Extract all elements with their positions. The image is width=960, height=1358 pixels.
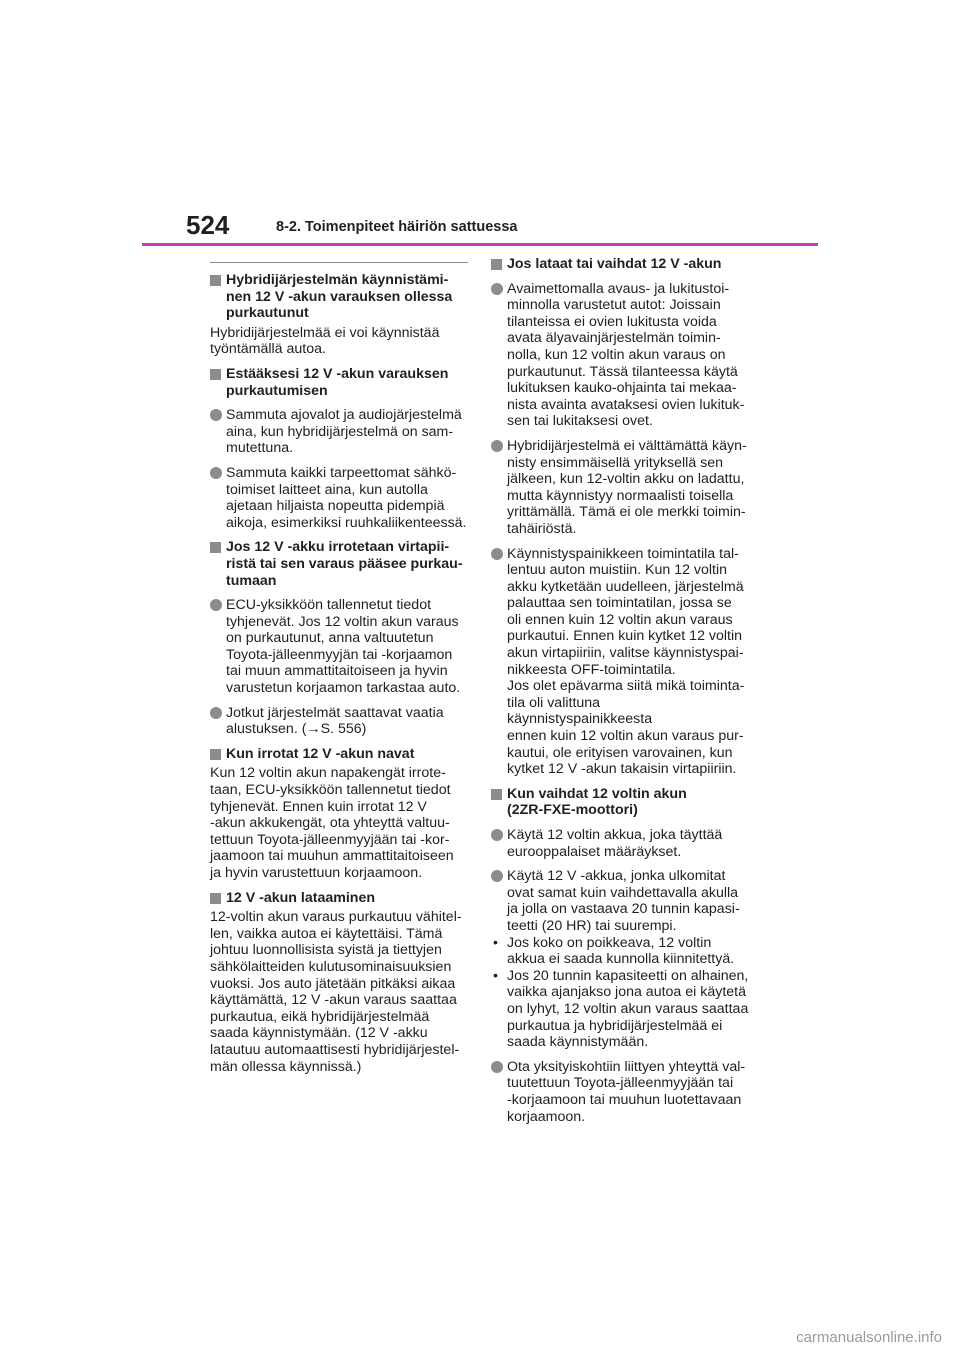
square-bullet-icon	[210, 893, 221, 904]
sub-list-item	[491, 968, 749, 1051]
list-item-text: Sammuta ajovalot ja audiojärjestelmä aina, kun hybridijärjestelmä on sam- mutettuna.	[226, 407, 462, 457]
round-bullet-icon	[210, 599, 222, 611]
list-item-text: Jotkut järjestelmät saattavat vaatia alustuksen. (→S. 556)	[226, 704, 444, 738]
list-item	[491, 546, 749, 778]
square-bullet-icon	[210, 369, 221, 380]
section-heading	[491, 256, 749, 273]
list-item	[210, 407, 468, 457]
heading-text: Kun irrotat 12 V -akun navat	[226, 745, 415, 762]
list-item-text: Käynnistyspainikkeen toimintatila tal- lentuu auton muistiin. Kun 12 voltin akku kytketään uudelleen, järjestelmä palauttaa sen toimintatilan, jossa se oli ennen kuin 12 voltin akun varaus purkautui. Ennen kuin kytket 12 voltin akun virtapiiriin, valitse käynnistyspai- nikkeesta OFF-toimintatila. Jos olet epävarma siitä mikä toiminta- tila oli valittuna käynnistyspainikkeesta ennen kuin 12 voltin akun varaus pur- kautui, ole erityisen varovainen, kun kytket 12 V -akun takaisin virtapiiriin.	[507, 545, 745, 778]
sub-bullet-mark: •	[493, 967, 498, 984]
section-heading	[210, 746, 468, 763]
section-text: 12-voltin akun varaus purkautuu vähitel- len, vaikka autoa ei käytettäisi. Tämä johtuu luonnollisista syistä ja tiettyjen sähkölaitteiden kulutusominaisuuksien vuoksi. Jos auto jätetään pitkäksi aikaa käyttämättä, 12 V -akun varaus saattaa purkautua, eikä hybridijärjestelmää saada käynnistymään. (12 V -akku latautuu automaattisesti hybridijärjestel- män ollessa käynnissä.)	[210, 909, 462, 1075]
heading-text: Kun vaihdat 12 voltin akun (2ZR-FXE-moottori)	[507, 785, 687, 819]
section-heading	[210, 539, 468, 589]
section-text: Kun 12 voltin akun napakengät irrote- taan, ECU-yksikköön tallennetut tiedot tyhjenevät. Ennen kuin irrotat 12 V -akun akkukengät, ota yhteyttä valtuu- tettuun Toyota-jälleenmyyjään tai -kor- jaamoon tai muuhun ammattitaitoiseen ja hyvin varustettuun korjaamoon.	[210, 765, 454, 881]
square-bullet-icon	[210, 749, 221, 760]
list-item	[210, 465, 468, 531]
sub-bullet-mark: •	[493, 934, 498, 951]
list-item	[491, 281, 749, 430]
round-bullet-icon	[491, 548, 503, 560]
list-item-text: Ota yksityiskohtiin liittyen yhteyttä val- tuutettuun Toyota-jälleenmyyjään tai -korjaamoon tai muuhun luotettavaan korjaamoon.	[507, 1058, 746, 1125]
square-bullet-icon	[491, 259, 502, 270]
heading-text: Jos lataat tai vaihdat 12 V -akun	[507, 256, 722, 272]
section-heading	[491, 786, 749, 819]
list-item	[210, 597, 468, 697]
list-item-text: Käytä 12 V -akkua, jonka ulkomitat ovat samat kuin vaihdettavalla akulla ja jolla on vastaava 20 tunnin kapasi- teetti (20 HR) tai suurempi.	[507, 868, 740, 934]
square-bullet-icon	[210, 275, 221, 286]
section-text: Hybridijärjestelmää ei voi käynnistää työntämällä autoa.	[210, 324, 440, 358]
watermark: carmanualsonline.info	[796, 1329, 942, 1346]
header-rule	[142, 243, 818, 246]
page-number: 524	[186, 210, 230, 240]
list-item	[491, 1059, 749, 1125]
round-bullet-icon	[210, 467, 222, 479]
section-heading	[210, 366, 468, 399]
list-item-text: Käytä 12 voltin akkua, joka täyttää eurooppalaiset määräykset.	[507, 827, 723, 860]
square-bullet-icon	[491, 789, 502, 800]
chapter-title: 8-2. Toimenpiteet häiriön sattuessa	[276, 219, 518, 235]
list-item	[491, 827, 749, 860]
sub-list-item-text: Jos 20 tunnin kapasiteetti on alhainen, vaikka ajanjakso jona autoa ei käytetä on lyhyt, 12 voltin akun varaus saattaa purkautua ja hybridijärjestelmää ei saada käynnistymään.	[507, 967, 749, 1051]
list-item	[210, 705, 468, 738]
heading-text: 12 V -akun lataaminen	[226, 889, 376, 906]
list-item	[491, 438, 749, 538]
heading-text: Hybridijärjestelmän käynnistämi- nen 12 V -akun varauksen ollessa purkautunut	[226, 272, 453, 322]
round-bullet-icon	[210, 707, 222, 719]
square-bullet-icon	[210, 542, 221, 553]
round-bullet-icon	[210, 409, 222, 421]
round-bullet-icon	[491, 440, 503, 452]
round-bullet-icon	[491, 1061, 503, 1073]
left-column	[210, 262, 468, 1075]
section-heading	[210, 890, 468, 907]
sub-list-item	[491, 935, 749, 968]
sub-list-item-text: Jos koko on poikkeava, 12 voltin akkua ei saada kunnolla kiinnitettyä.	[507, 934, 735, 968]
section-heading	[210, 272, 468, 322]
list-item-text: Sammuta kaikki tarpeettomat sähkö- toimiset laitteet aina, kun autolla ajetaan hiljaista nopeutta pidempiä aikoja, esimerkiksi ruuhkaliikenteessä.	[226, 464, 467, 531]
round-bullet-icon	[491, 283, 503, 295]
list-item	[491, 868, 749, 934]
right-column	[491, 256, 749, 1125]
list-item-text: ECU-yksikköön tallennetut tiedot tyhjenevät. Jos 12 voltin akun varaus on purkautunut, anna valtuutetun Toyota-jälleenmyyjän tai -korjaamon tai muun ammattitaitoiseen ja hyvin varustetun korjaamon tarkastaa auto.	[226, 597, 461, 697]
list-item-text: Hybridijärjestelmä ei välttämättä käyn- nisty ensimmäisellä yrityksellä sen jälkeen, kun 12-voltin akku on ladattu, mutta käynnistyy normaalisti toisella yrittämällä. Tämä ei ole merkki toimin- tahäiriöstä.	[507, 437, 747, 537]
heading-text: Jos 12 V -akku irrotetaan virtapii- ristä tai sen varaus pääsee purkau- tumaan	[226, 539, 463, 589]
round-bullet-icon	[491, 870, 503, 882]
heading-text: Estääksesi 12 V -akun varauksen purkautumisen	[226, 365, 449, 399]
round-bullet-icon	[491, 829, 503, 841]
list-item-text: Avaimettomalla avaus- ja lukitustoi- minnolla varustetut autot: Joissain tilanteissa ei ovien lukitusta voida avata älyavainjärjestelmän toimin- nolla, kun 12 voltin akun varaus on purkautunut. Tässä tilanteessa käytä lukituksen kauko-ohjainta tai mekaa- nista avainta avataksesi ovien lukituk- sen tai lukitaksesi ovet.	[507, 280, 745, 430]
